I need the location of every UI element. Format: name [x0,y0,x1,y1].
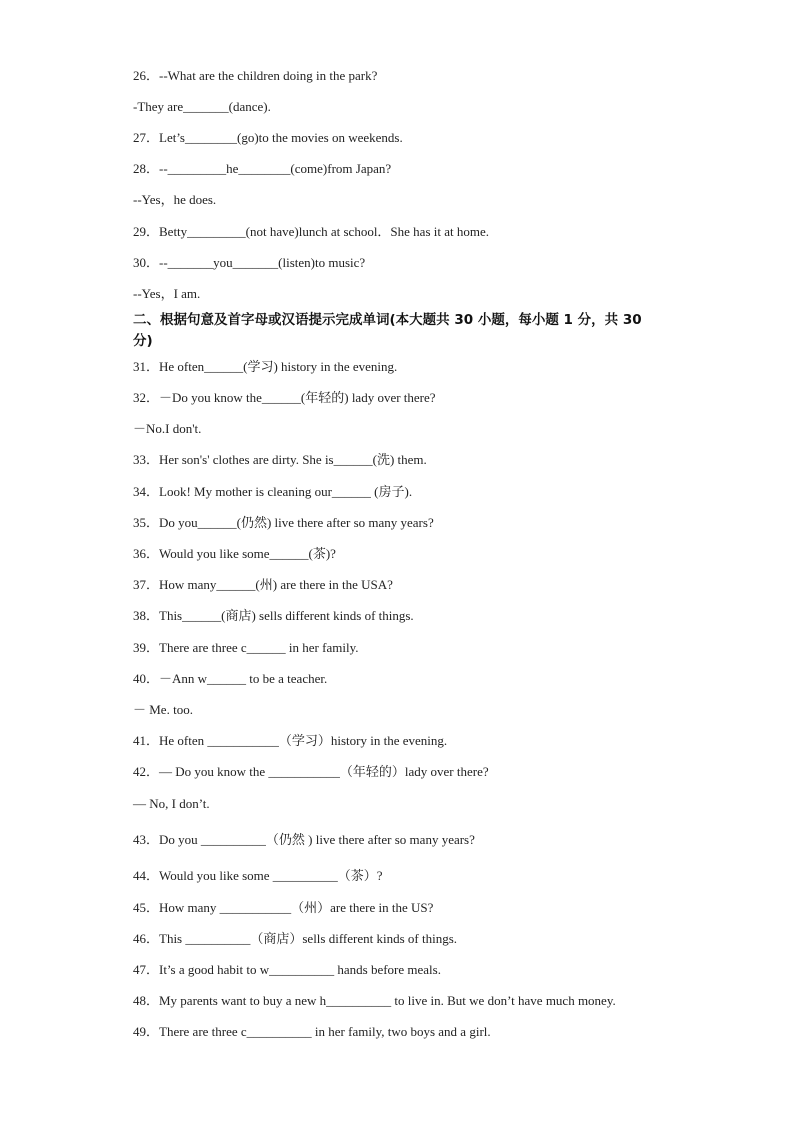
question-37-line: 37．How many______(州) are there in the USA? [133,577,393,592]
answer-28-line: --Yes，he does. [133,192,217,207]
question-34-line: 34．Look! My mother is cleaning our______ (房子). [133,484,413,499]
answer-42-line: — No, I don’t. [133,796,210,811]
question-42-line: 42．— Do you know the ___________（年轻的）lady over there? [133,764,489,779]
answer-30-line: --Yes，I am. [133,286,201,301]
question-48-line: 48．My parents want to buy a new h__________ to live in. But we don’t have much money. [133,993,616,1008]
question-32-line: 32．－Do you know the______(年轻的) lady over there? [133,390,436,405]
question-47-line: 47．It’s a good habit to w__________ hands before meals. [133,962,441,977]
answer-40-line: － Me. too. [133,702,193,717]
question-35-line: 35．Do you______(仍然) live there after so many years? [133,515,434,530]
question-39-line: 39．There are three c______ in her family. [133,640,359,655]
question-43-line: 43．Do you __________（仍然 ) live there after so many years? [133,832,475,847]
question-36-line: 36．Would you like some______(茶)? [133,546,336,561]
question-38-line: 38．This______(商店) sells different kinds of things. [133,608,414,623]
question-44-line: 44．Would you like some __________（茶）? [133,868,383,883]
question-26-line: 26．--What are the children doing in the park? [133,68,378,83]
section-heading: 二、根据句意及首字母或汉语提示完成单词(本大题共 30 小题，每小题 1 分，共 30 分) [133,312,642,349]
question-27-line: 27．Let’s________(go)to the movies on weekends. [133,130,403,145]
question-49-line: 49．There are three c__________ in her family, two boys and a girl. [133,1024,491,1039]
question-45-line: 45．How many ___________（州）are there in the US? [133,900,434,915]
question-33-line: 33．Her son's' clothes are dirty. She is______(洗) them. [133,452,427,467]
answer-26-line: -They are_______(dance). [133,99,271,114]
question-29-line: 29．Betty_________(not have)lunch at school．She has it at home. [133,224,489,239]
question-31-line: 31．He often______(学习) history in the evening. [133,359,398,374]
question-28-line: 28．--_________he________(come)from Japan? [133,161,392,176]
question-30-line: 30．--_______you_______(listen)to music? [133,255,366,270]
question-40-line: 40．－Ann w______ to be a teacher. [133,671,328,686]
question-46-line: 46．This __________（商店）sells different kinds of things. [133,931,458,946]
question-41-line: 41．He often ___________（学习）history in the evening. [133,733,448,748]
answer-32-line: －No.I don't. [133,421,202,436]
